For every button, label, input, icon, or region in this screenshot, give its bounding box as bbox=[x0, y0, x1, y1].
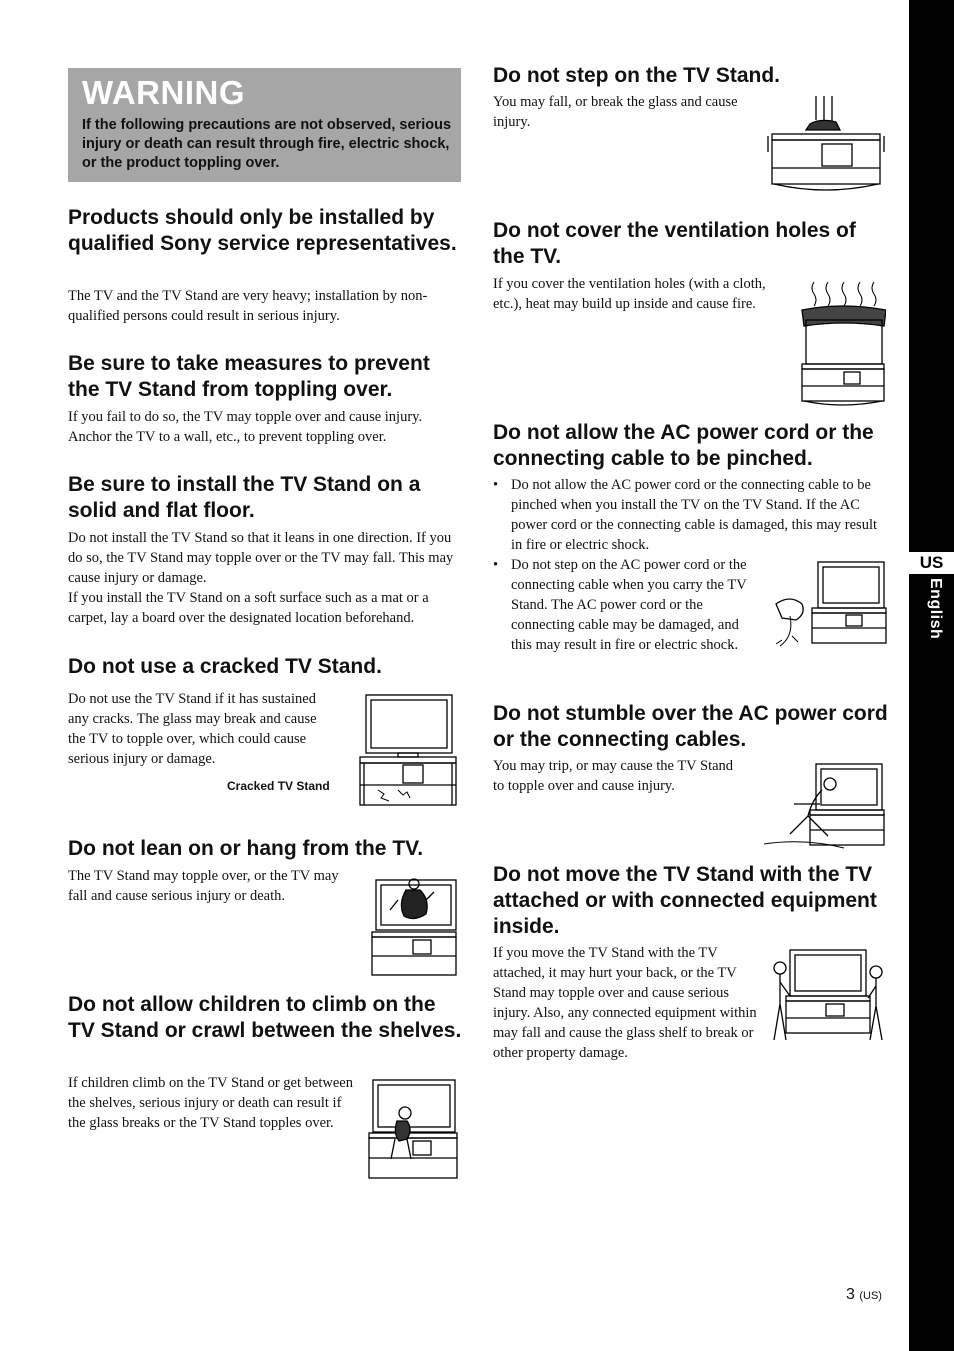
body-toppling: If you fail to do so, the TV may topple over and cause injury. Anchor the TV to a wall, etc., to prevent toppling over. bbox=[68, 409, 423, 445]
cracked-stand-illustration bbox=[358, 693, 458, 808]
heading-installers: Products should only be installed by qualified Sony service representatives. bbox=[68, 206, 457, 255]
heading-ventilation: Do not cover the ventilation holes of the TV. bbox=[493, 219, 856, 268]
page-number bbox=[846, 1286, 882, 1304]
bullet-pinched-2: • Do not step on the AC power cord or the connecting cable when you carry the TV Stand. The AC power cord or the connecting cable may be damaged, and this may result in fire or electric shock. bbox=[493, 555, 763, 655]
heading-move: Do not move the TV Stand with the TV attached or with connected equipment inside. bbox=[493, 863, 877, 938]
body-installers: The TV and the TV Stand are very heavy; installation by non-qualified persons could result in serious injury. bbox=[68, 288, 428, 324]
bullet-pinched-1: • Do not allow the AC power cord or the connecting cable to be pinched when you install the TV on the TV Stand. If the AC power cord or the connecting cable is damaged, this may result in fire or electric shock. bbox=[493, 475, 888, 555]
heading-step: Do not step on the TV Stand. bbox=[493, 64, 780, 87]
cord-step-illustration bbox=[770, 560, 888, 652]
language-label: English bbox=[927, 578, 944, 640]
heading-stumble: Do not stumble over the AC power cord or the connecting cables. bbox=[493, 702, 888, 751]
body-children: If children climb on the TV Stand or get between the shelves, serious injury or death can result if the glass breaks or the TV Stand topples over. bbox=[68, 1075, 353, 1131]
heading-cracked: Do not use a cracked TV Stand. bbox=[68, 655, 382, 678]
body-ventilation: If you cover the ventilation holes (with a cloth, etc.), heat may build up inside and cause fire. bbox=[493, 276, 766, 312]
warning-title: WARNING bbox=[82, 74, 245, 111]
cracked-caption: Cracked TV Stand bbox=[227, 779, 330, 793]
warning-text: If the following precautions are not observed, serious injury or death can result through fire, electric shock, or the product toppling over. bbox=[82, 117, 452, 171]
heading-lean: Do not lean on or hang from the TV. bbox=[68, 837, 424, 860]
covered-vent-illustration bbox=[798, 280, 886, 408]
page-number-value: 3 bbox=[846, 1286, 855, 1303]
body-move: If you move the TV Stand with the TV attached, it may hurt your back, or the TV Stand may topple over and cause serious injury. Also, any connected equipment within may fall and cause the glass shelf to break or other property damage. bbox=[493, 945, 757, 1061]
body-lean: The TV Stand may topple over, or the TV may fall and cause serious injury or death. bbox=[68, 868, 339, 904]
body-stumble: You may trip, or may cause the TV Stand to topple over and cause injury. bbox=[493, 758, 734, 794]
moving-stand-illustration bbox=[766, 948, 888, 1048]
heading-pinched: Do not allow the AC power cord or the connecting cable to be pinched. bbox=[493, 421, 874, 470]
stumble-illustration bbox=[760, 760, 886, 852]
body-flat-floor-1: Do not install the TV Stand so that it leans in one direction. If you do so, the TV Stand may topple over or the TV may fall. This may cause injury or damage. bbox=[68, 530, 454, 586]
heading-children: Do not allow children to climb on the TV Stand or crawl between the shelves. bbox=[68, 993, 462, 1042]
body-cracked: Do not use the TV Stand if it has sustained any cracks. The glass may break and cause the TV to topple over, which could cause serious injury or damage. bbox=[68, 691, 317, 767]
region-code-label: US bbox=[909, 552, 954, 574]
heading-flat-floor: Be sure to install the TV Stand on a solid and flat floor. bbox=[68, 473, 421, 522]
lean-tv-illustration bbox=[368, 870, 460, 978]
body-step: You may fall, or break the glass and cause injury. bbox=[493, 94, 738, 130]
step-on-stand-illustration bbox=[766, 96, 886, 198]
warning-box bbox=[68, 68, 461, 182]
page-number-suffix: (US) bbox=[859, 1290, 882, 1302]
heading-toppling: Be sure to take measures to prevent the TV Stand from toppling over. bbox=[68, 352, 430, 401]
child-climbing-illustration bbox=[365, 1077, 460, 1180]
body-flat-floor-2: If you install the TV Stand on a soft surface such as a mat or a carpet, lay a board over the designated location beforehand. bbox=[68, 590, 429, 626]
